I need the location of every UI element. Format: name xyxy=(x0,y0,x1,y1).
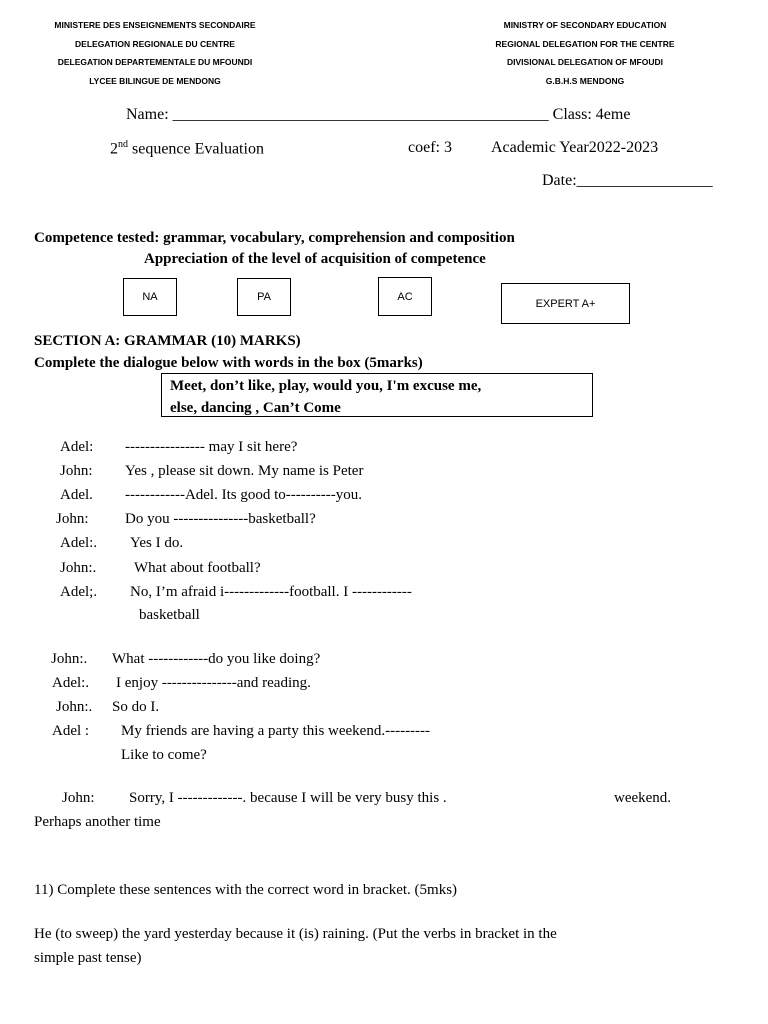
header-right-line-2: REGIONAL DELEGATION FOR THE CENTRE xyxy=(495,39,675,49)
dialogue-line: What about football? xyxy=(134,560,261,576)
sequence-text: sequence Evaluation xyxy=(128,140,264,158)
dialogue-line: Do you ---------------basketball? xyxy=(125,511,316,527)
dialogue-line: What ------------do you like doing? xyxy=(112,651,321,667)
name-class-line: Name: _______________________________________________ Class: 4eme xyxy=(126,106,631,123)
sequence-evaluation xyxy=(110,139,264,158)
dialogue-speaker: Adel : xyxy=(52,723,90,739)
dialogue-speaker: John: xyxy=(60,463,93,479)
header-right-line-1: MINISTRY OF SECONDARY EDUCATION xyxy=(503,20,667,30)
header-left-line-3: DELEGATION DEPARTEMENTALE DU MFOUNDI xyxy=(57,57,253,67)
dialogue-line: No, I’m afraid i-------------football. I ------------ xyxy=(130,584,412,600)
competence-tested: Competence tested: grammar, vocabulary, comprehension and composition xyxy=(34,230,515,246)
dialogue-speaker: Adel: xyxy=(60,439,94,455)
dialogue-speaker: John:. xyxy=(56,699,93,715)
dialogue-speaker: John: xyxy=(62,790,95,806)
dialogue-speaker: John: xyxy=(56,511,89,527)
box-expert: EXPERT A+ xyxy=(501,283,630,324)
word-box xyxy=(161,373,593,417)
section-a-heading: SECTION A: GRAMMAR (10) MARKS) xyxy=(34,333,301,349)
sequence-suffix: nd xyxy=(118,139,128,150)
coef: coef: 3 xyxy=(408,139,452,156)
header-right-line-3: DIVISIONAL DELEGATION OF MFOUDI xyxy=(507,57,663,67)
sentence-line-2: simple past tense) xyxy=(34,950,142,966)
dialogue-line: Yes I do. xyxy=(130,535,184,551)
dialogue-speaker: John:. xyxy=(51,651,88,667)
dialogue-speaker: Adel. xyxy=(60,487,93,503)
dialogue-line: Perhaps another time xyxy=(34,814,161,830)
word-box-line-2: else, dancing , Can’t Come xyxy=(170,400,341,416)
dialogue-speaker: John:. xyxy=(60,560,97,576)
word-box-line-1: Meet, don’t like, play, would you, I'm excuse me, xyxy=(170,378,482,394)
section-2-heading: 11) Complete these sentences with the correct word in bracket. (5mks) xyxy=(34,882,458,898)
academic-year: Academic Year2022-2023 xyxy=(491,139,659,156)
dialogue-speaker: Adel:. xyxy=(60,535,98,551)
header-left-line-4: LYCEE BILINGUE DE MENDONG xyxy=(89,76,221,86)
dialogue-line: So do I. xyxy=(112,699,160,715)
instruction-dialogue: Complete the dialogue below with words in the box (5marks) xyxy=(34,355,423,371)
box-ac: AC xyxy=(378,277,432,316)
dialogue-speaker: Adel;. xyxy=(60,584,98,600)
dialogue-line: basketball xyxy=(139,607,200,623)
dialogue-line: weekend. xyxy=(614,790,672,806)
dialogue-line: Yes , please sit down. My name is Peter xyxy=(125,463,364,479)
appreciation-heading: Appreciation of the level of acquisition of competence xyxy=(144,251,486,267)
dialogue-speaker: Adel:. xyxy=(52,675,90,691)
sentence-line-1: He (to sweep) the yard yesterday because it (is) raining. (Put the verbs in bracket in the xyxy=(34,926,557,942)
header-left-line-1: MINISTERE DES ENSEIGNEMENTS SECONDAIRE xyxy=(54,20,256,30)
sequence-number: 2 xyxy=(110,140,118,158)
dialogue-line: Like to come? xyxy=(121,747,207,763)
header-left-line-2: DELEGATION REGIONALE DU CENTRE xyxy=(75,39,235,49)
dialogue-line: I enjoy ---------------and reading. xyxy=(116,675,311,691)
dialogue-line: Sorry, I -------------. because I will be very busy this . xyxy=(129,790,447,806)
box-pa: PA xyxy=(237,278,291,316)
header-right-line-4: G.B.H.S MENDONG xyxy=(545,76,625,86)
dialogue-line: ------------Adel. Its good to----------you. xyxy=(125,487,362,503)
dialogue-line: ---------------- may I sit here? xyxy=(125,439,298,455)
dialogue-line: My friends are having a party this weekend.--------- xyxy=(121,723,431,739)
date-line: Date:_________________ xyxy=(542,172,713,189)
box-na: NA xyxy=(123,278,177,316)
